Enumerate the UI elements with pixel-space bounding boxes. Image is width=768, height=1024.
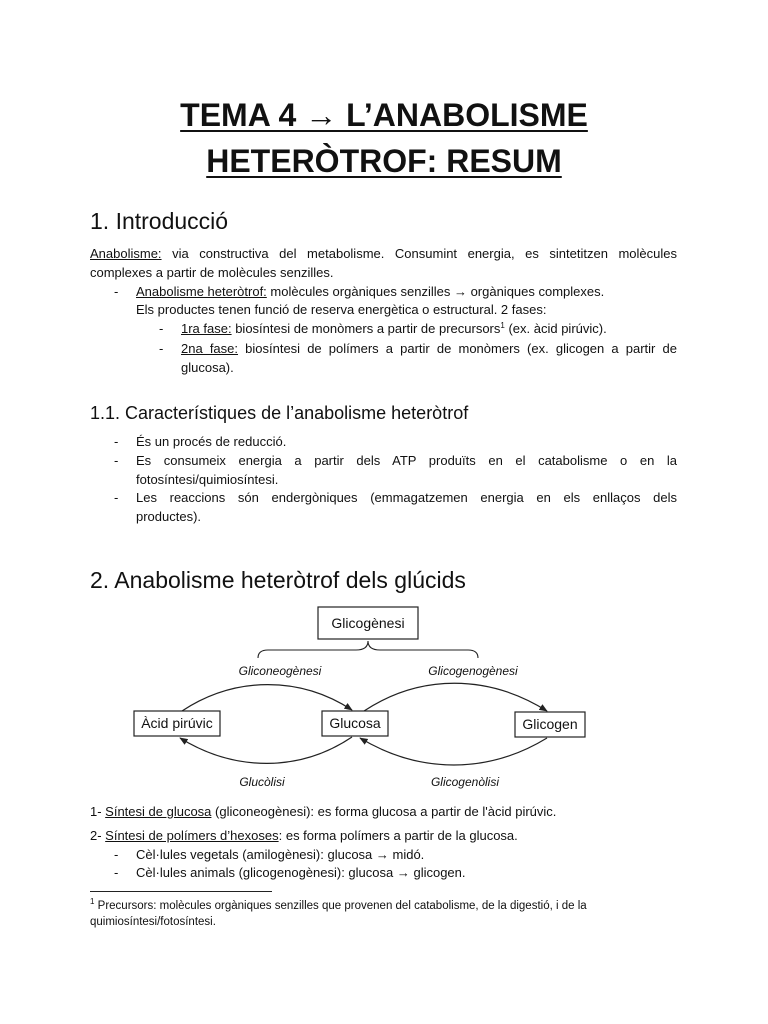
label-gliconeogenesi: Gliconeogènesi <box>238 664 322 678</box>
char-bullet-3-line-1: Les reaccions són endergòniques (emmagatzemen energia en els enllaços dels <box>136 490 677 505</box>
item-1-prefix: 1- <box>90 804 106 819</box>
bullet-dash: - <box>114 865 119 880</box>
section-1-1-heading: 1.1. Característiques de l’anabolisme heteròtrof <box>90 403 469 423</box>
sub-item-vegetals: Cèl·lules vegetals (amilogènesi): glucosa → midó. <box>136 847 425 862</box>
char-bullet-2-line-1: Es consumeix energia a partir dels ATP produïts en el catabolisme o en la <box>136 453 677 468</box>
glicogen-label: Glicogen <box>522 716 578 732</box>
label-glucolisi: Glucòlisi <box>239 775 285 789</box>
item-2-text: : es forma polímers a partir de la glucosa. <box>278 828 518 843</box>
item-2-prefix: 2- <box>90 828 106 843</box>
bullet-dash: - <box>114 490 119 505</box>
arrow-glicogenolisi <box>360 738 547 765</box>
term-sintesi-polimers: Síntesi de polímers d’hexoses <box>105 828 279 843</box>
footnote-mark: 1 <box>90 897 95 906</box>
sub-bullet-dash: - <box>159 321 164 336</box>
label-glicogenolisi: Glicogenòlisi <box>430 775 500 789</box>
bullet-dash: - <box>114 847 119 862</box>
glicogenesi-label: Glicogènesi <box>331 615 405 631</box>
arrow-gliconeogenesi <box>182 685 352 711</box>
page-title-line-2: HETERÒTROF: RESUM <box>206 143 562 179</box>
section-2-heading: 2. Anabolisme heteròtrof dels glúcids <box>90 567 466 593</box>
footnote <box>90 898 690 930</box>
term-sintesi-glucosa: Síntesi de glucosa <box>105 804 212 819</box>
bullet-continuation: Els productes tenen funció de reserva energètica o estructural. 2 fases: <box>136 302 547 317</box>
term-anabolisme-heterotrof: Anabolisme heteròtrof: <box>136 284 267 299</box>
footnote-separator <box>90 891 272 892</box>
sub-bullet-dash: - <box>159 341 164 356</box>
bullet-dash: - <box>114 284 119 299</box>
footnote-text-1: Precursors: molècules orgàniques senzilles que provenen del catabolisme, de la digestió, i de la <box>94 900 587 912</box>
term-1ra-fase: 1ra fase: <box>181 321 232 336</box>
term-2na-fase: 2na fase: <box>181 341 239 356</box>
bullet-dash: - <box>114 453 119 468</box>
footnote-line-2: quimiosíntesi/fotosíntesi. <box>90 916 216 928</box>
char-bullet-2-line-2: fotosíntesi/quimiosíntesi. <box>136 471 279 487</box>
phase-1-tail: (ex. àcid pirúvic). <box>504 321 607 336</box>
bullet-text: molècules orgàniques senzilles → orgàniques complexes. <box>266 284 605 299</box>
arrow-glicogenogenesi <box>364 683 547 711</box>
brace-shape <box>258 641 478 658</box>
char-bullet-1: És un procés de reducció. <box>136 434 287 449</box>
intro-line-2: complexes a partir de molècules senzilles. <box>90 264 334 280</box>
sub-item-animals: Cèl·lules animals (glicogenogènesi): glucosa → glicogen. <box>136 865 466 880</box>
bullet-dash: - <box>114 434 119 449</box>
phase-1-text: biosíntesi de monòmers a partir de precursors <box>231 321 501 336</box>
item-1-text: (gliconeogènesi): es forma glucosa a partir de l'àcid pirúvic. <box>211 804 557 819</box>
acid-piruvic-label: Àcid pirúvic <box>141 715 213 731</box>
label-glicogenogenesi: Glicogenogènesi <box>428 664 518 678</box>
arrow-glucolisi <box>180 737 352 763</box>
glucosa-label: Glucosa <box>329 715 381 731</box>
footnote-ref: 1 <box>500 321 505 330</box>
phase-2-line-1: biosíntesi de polímers a partir de monòmers (ex. glicogen a partir de <box>238 341 677 356</box>
footnote-line-1 <box>90 898 690 914</box>
section-1-heading: 1. Introducció <box>90 208 229 234</box>
item-sintesi-glucosa <box>90 803 556 821</box>
char-bullet-3-line-2: productes). <box>136 508 202 524</box>
phase-2-line-2: glucosa). <box>181 359 234 375</box>
term-anabolisme: Anabolisme: <box>90 246 162 261</box>
item-sintesi-polimers <box>90 827 518 845</box>
page-title-line-1: TEMA 4 → L’ANABOLISME <box>180 97 588 133</box>
intro-line-1: via constructiva del metabolisme. Consumint energia, es sintetitzen molècules <box>161 246 677 261</box>
